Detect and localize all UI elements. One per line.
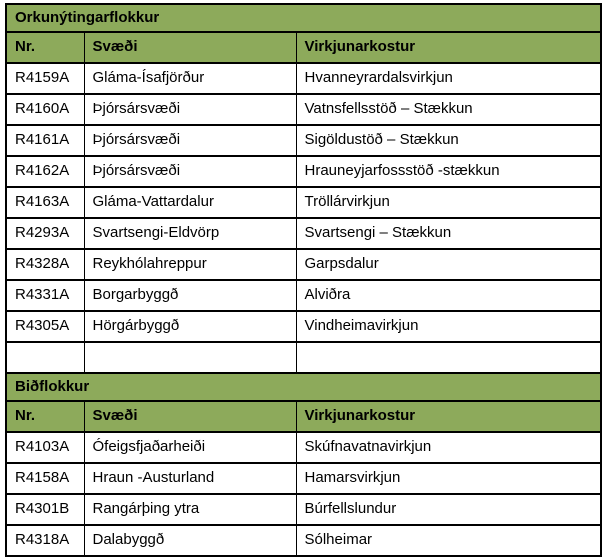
- cell-nr: R4318A: [6, 525, 84, 556]
- cell-virkjunarkostur: Sigöldustöð – Stækkun: [296, 125, 601, 156]
- col-header-nr: Nr.: [6, 32, 84, 63]
- cell-nr: R4163A: [6, 187, 84, 218]
- cell-nr: R4103A: [6, 432, 84, 463]
- table-row: [6, 187, 601, 218]
- cell-svaedi: Ófeigsfjaðarheiði: [84, 432, 296, 463]
- cell-svaedi: Hörgárbyggð: [84, 311, 296, 342]
- table-body: [6, 4, 601, 556]
- table-row: [6, 63, 601, 94]
- table-row: [6, 218, 601, 249]
- cell-virkjunarkostur: Hamarsvirkjun: [296, 463, 601, 494]
- cell-svaedi: Þjórsársvæði: [84, 94, 296, 125]
- cell-nr: R4159A: [6, 63, 84, 94]
- table-row: [6, 125, 601, 156]
- cell-svaedi: [84, 342, 296, 373]
- table-row: [6, 94, 601, 125]
- col-header-virkjunarkostur: Virkjunarkostur: [296, 401, 601, 432]
- column-header-row: [6, 32, 601, 63]
- cell-nr: R4305A: [6, 311, 84, 342]
- cell-nr: R4293A: [6, 218, 84, 249]
- cell-virkjunarkostur: Hvanneyrardalsvirkjun: [296, 63, 601, 94]
- table-row: [6, 280, 601, 311]
- section-title-row: [6, 373, 601, 401]
- cell-svaedi: Gláma-Ísafjörður: [84, 63, 296, 94]
- section-title: Biðflokkur: [6, 373, 601, 401]
- cell-svaedi: Rangárþing ytra: [84, 494, 296, 525]
- cell-nr: R4331A: [6, 280, 84, 311]
- cell-virkjunarkostur: Hrauneyjarfossstöð -stækkun: [296, 156, 601, 187]
- cell-svaedi: Reykhólahreppur: [84, 249, 296, 280]
- table-row: [6, 494, 601, 525]
- table-row: [6, 342, 601, 373]
- cell-svaedi: Dalabyggð: [84, 525, 296, 556]
- table-row: [6, 311, 601, 342]
- col-header-nr: Nr.: [6, 401, 84, 432]
- table-row: [6, 249, 601, 280]
- table-row: [6, 156, 601, 187]
- cell-virkjunarkostur: Svartsengi – Stækkun: [296, 218, 601, 249]
- cell-nr: R4301B: [6, 494, 84, 525]
- power-options-table: [5, 3, 602, 557]
- cell-svaedi: Svartsengi-Eldvörp: [84, 218, 296, 249]
- cell-virkjunarkostur: Tröllárvirkjun: [296, 187, 601, 218]
- table-row: [6, 525, 601, 556]
- cell-virkjunarkostur: Skúfnavatnavirkjun: [296, 432, 601, 463]
- cell-nr: [6, 342, 84, 373]
- table-row: [6, 432, 601, 463]
- section-title: Orkunýtingarflokkur: [6, 4, 601, 32]
- section-title-row: [6, 4, 601, 32]
- cell-virkjunarkostur: [296, 342, 601, 373]
- cell-nr: R4158A: [6, 463, 84, 494]
- cell-virkjunarkostur: Vatnsfellsstöð – Stækkun: [296, 94, 601, 125]
- cell-virkjunarkostur: Sólheimar: [296, 525, 601, 556]
- cell-virkjunarkostur: Búrfellslundur: [296, 494, 601, 525]
- table-row: [6, 463, 601, 494]
- cell-virkjunarkostur: Vindheimavirkjun: [296, 311, 601, 342]
- cell-nr: R4162A: [6, 156, 84, 187]
- cell-svaedi: Þjórsársvæði: [84, 156, 296, 187]
- col-header-svaedi: Svæði: [84, 32, 296, 63]
- cell-svaedi: Þjórsársvæði: [84, 125, 296, 156]
- cell-svaedi: Borgarbyggð: [84, 280, 296, 311]
- cell-virkjunarkostur: Alviðra: [296, 280, 601, 311]
- cell-svaedi: Gláma-Vattardalur: [84, 187, 296, 218]
- cell-svaedi: Hraun -Austurland: [84, 463, 296, 494]
- cell-nr: R4161A: [6, 125, 84, 156]
- cell-nr: R4328A: [6, 249, 84, 280]
- cell-virkjunarkostur: Garpsdalur: [296, 249, 601, 280]
- cell-nr: R4160A: [6, 94, 84, 125]
- col-header-virkjunarkostur: Virkjunarkostur: [296, 32, 601, 63]
- column-header-row: [6, 401, 601, 432]
- col-header-svaedi: Svæði: [84, 401, 296, 432]
